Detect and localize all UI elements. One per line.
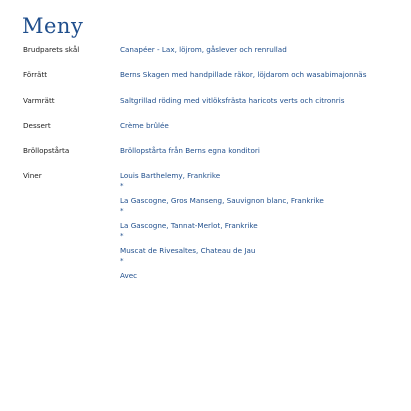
course-value: Crème brûlée bbox=[120, 121, 169, 130]
course-label: Brudparets skål bbox=[23, 45, 80, 54]
course-label: Förrätt bbox=[23, 70, 48, 79]
wine-item: La Gascogne, Tannat-Merlot, Frankrike bbox=[120, 221, 258, 230]
course-value: Berns Skagen med handpillade räkor, löjdarom och wasabimajonnäs bbox=[120, 70, 367, 79]
wines-label: Viner bbox=[23, 171, 42, 180]
course-value: Bröllopstårta från Berns egna konditori bbox=[120, 146, 260, 155]
wine-separator: * bbox=[120, 207, 124, 215]
wine-separator: * bbox=[120, 232, 124, 240]
wine-separator: * bbox=[120, 182, 124, 190]
wine-item: La Gascogne, Gros Manseng, Sauvignon blanc, Frankrike bbox=[120, 196, 324, 205]
wine-item: Louis Barthelemy, Frankrike bbox=[120, 171, 221, 180]
course-label: Bröllopstårta bbox=[23, 146, 70, 155]
wine-separator: * bbox=[120, 257, 124, 265]
course-label: Dessert bbox=[23, 121, 51, 130]
course-label: Varmrätt bbox=[23, 96, 55, 105]
wine-item: Avec bbox=[120, 271, 138, 280]
wine-item: Muscat de Rivesaltes, Chateau de Jau bbox=[120, 246, 256, 255]
course-value: Canapéer - Lax, löjrom, gåslever och renrullad bbox=[120, 45, 287, 54]
course-value: Saltgrillad röding med vitlöksfrästa haricots verts och citronris bbox=[120, 96, 345, 105]
menu-title: Meny bbox=[22, 14, 84, 38]
